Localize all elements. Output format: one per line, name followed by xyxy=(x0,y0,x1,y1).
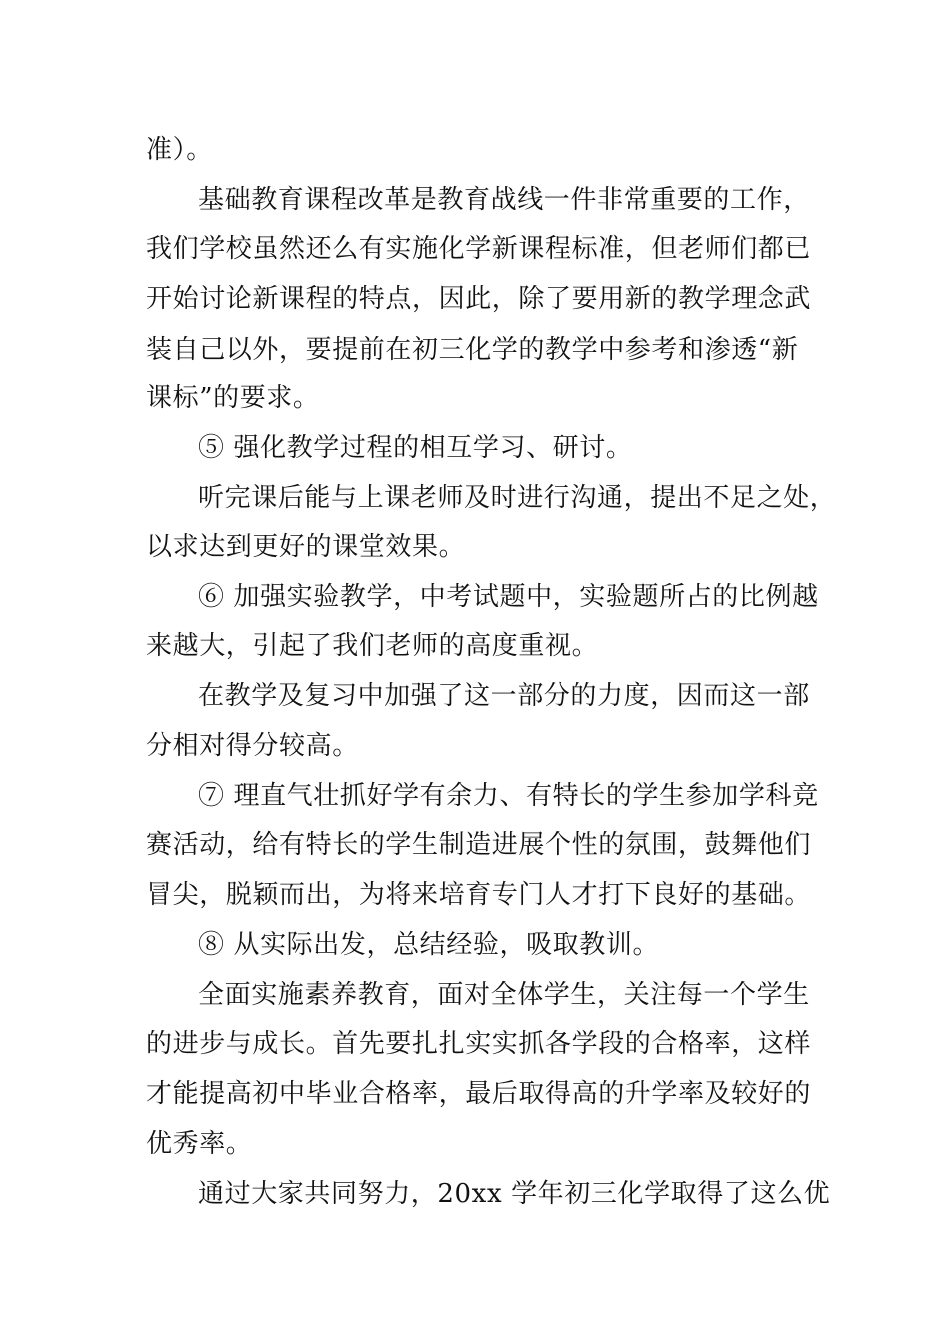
text-line: 课标”的要求。 xyxy=(146,383,320,413)
text-line: ⑤ 强化教学过程的相互学习、研讨。 xyxy=(198,433,633,463)
text-line: 来越大，引起了我们老师的高度重视。 xyxy=(146,631,599,661)
text-line: 的进步与成长。首先要扎扎实实抓各学段的合格率，这样 xyxy=(146,1029,812,1059)
text-line: 听完课后能与上课老师及时进行沟通，提出不足之处， xyxy=(198,483,837,513)
text-line: 赛活动，给有特长的学生制造进展个性的氛围，鼓舞他们 xyxy=(146,830,812,860)
text-line: ⑥ 加强实验教学，中考试题中，实验题所占的比例越 xyxy=(198,582,819,612)
text-line: ⑦ 理直气壮抓好学有余力、有特长的学生参加学科竞 xyxy=(198,781,819,811)
text-line: 开始讨论新课程的特点，因此，除了要用新的教学理念武 xyxy=(146,284,812,314)
text-line: 我们学校虽然还么有实施化学新课程标准，但老师们都已 xyxy=(146,234,812,264)
text-line: 分相对得分较高。 xyxy=(146,731,359,761)
text-line: 优秀率。 xyxy=(146,1129,253,1159)
text-line: 才能提高初中毕业合格率，最后取得高的升学率及较好的 xyxy=(146,1079,812,1109)
text-line: 基础教育课程改革是教育战线一件非常重要的工作， xyxy=(198,185,810,215)
text-line: 全面实施素养教育，面对全体学生，关注每一个学生 xyxy=(198,980,810,1010)
text-line: 准）。 xyxy=(146,135,213,165)
text-line: ⑧ 从实际出发，总结经验，吸取教训。 xyxy=(198,930,660,960)
text-line: 以求达到更好的课堂效果。 xyxy=(146,532,466,562)
text-line: 装自己以外，要提前在初三化学的教学中参考和渗透“新 xyxy=(146,335,799,365)
text-line: 通过大家共同努力，20xx 学年初三化学取得了这么优 xyxy=(198,1179,831,1209)
text-line: 冒尖，脱颖而出，为将来培育专门人才打下良好的基础。 xyxy=(146,880,812,910)
text-line: 在教学及复习中加强了这一部分的力度，因而这一部 xyxy=(198,681,810,711)
